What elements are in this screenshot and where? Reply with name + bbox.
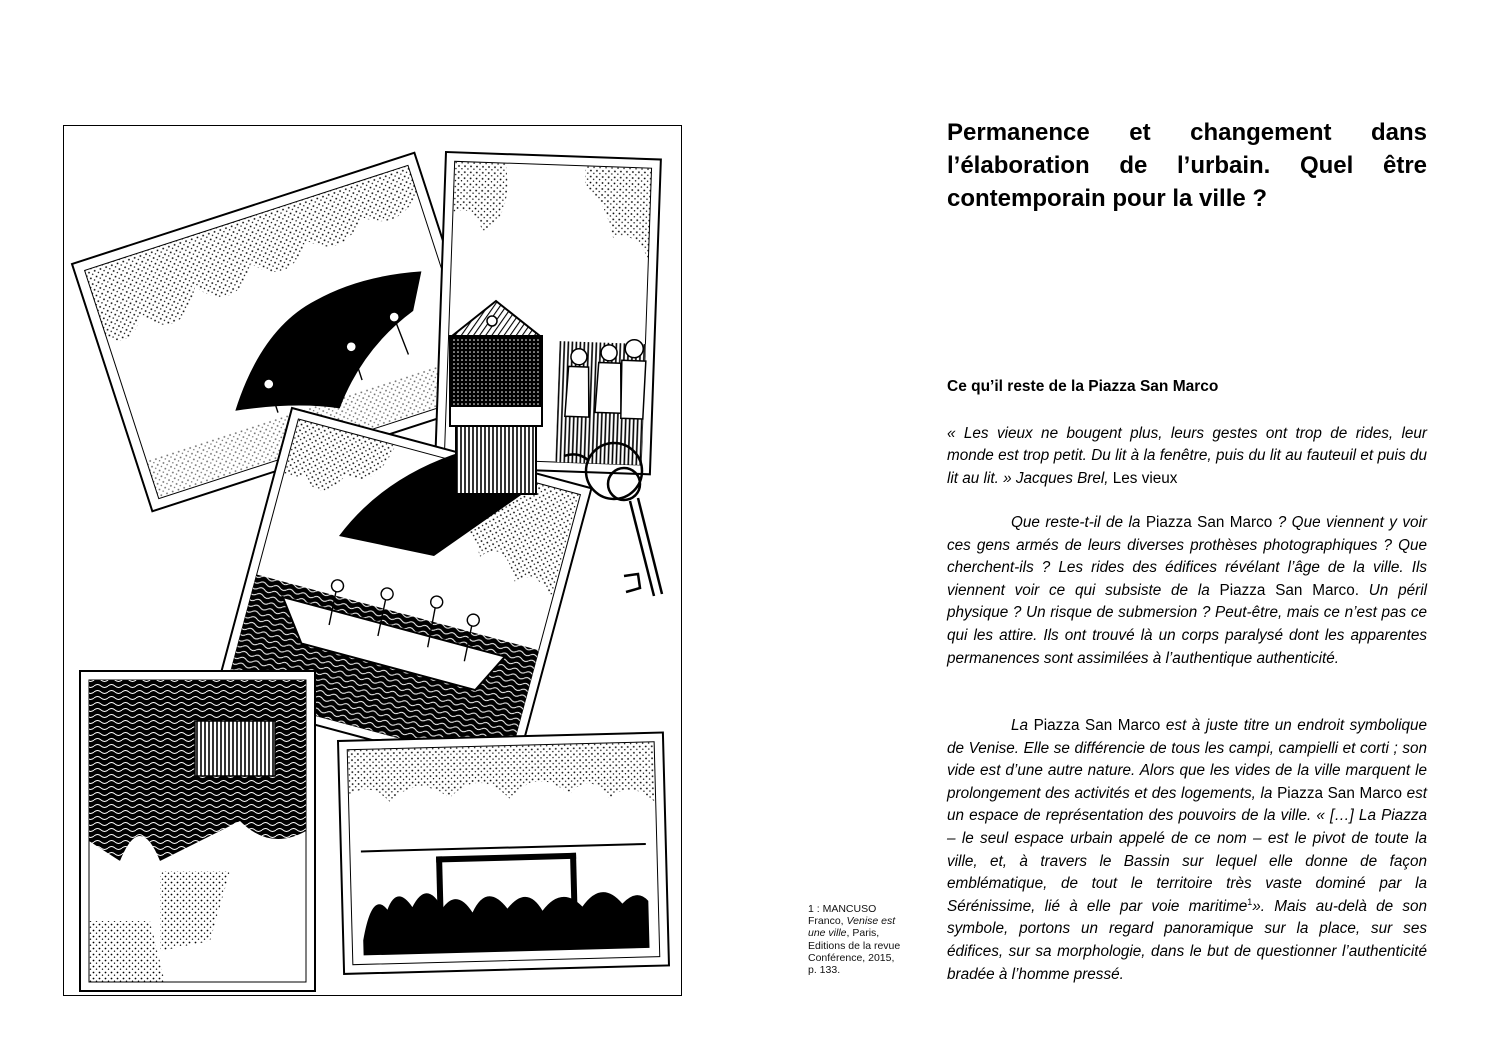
epigraph-work: Les vieux xyxy=(1112,469,1178,487)
piazza-name: Piazza San Marco xyxy=(1145,514,1273,531)
footnote-publication: , Paris, Editions de la revue Conférence, 2015, p. 133. xyxy=(808,927,901,977)
paragraph2-text-2: est à juste titre un endroit symbolique de Venise. Elle se différencie de tous les campi, campielli et corti ; son vide est d’une autre nature. Alors que les vides de la ville marquent le prolongement des activités et des logements, la xyxy=(947,717,1428,802)
footnote-marker: 1 xyxy=(1247,896,1253,907)
footnote-author: 1 : MANCUSO Franco, xyxy=(808,903,877,928)
footnote-book-title: Venise est une ville xyxy=(808,915,896,940)
epigraph-text: « Les vieux ne bougent plus, leurs gestes ont trop de rides, leur monde est trop petit. Du lit à la fenêtre, puis du lit au fauteuil et puis du lit au lit. » Jacques Brel, xyxy=(947,425,1427,487)
paragraph1-text-2: ? Que viennent y voir ces gens armés de leurs diverses prothèses photographiques ? Que cherchent-ils ? Les rides des édifices révélant l’âge de la ville. Ils viennent voir ce qui subsiste de la xyxy=(947,514,1428,599)
postcard-crowd xyxy=(338,732,669,973)
postcard-interior xyxy=(80,671,315,991)
piazza-name: Piazza San Marco xyxy=(1033,717,1161,734)
paragraph1-text-3: Un péril physique ? Un risque de submersion ? Peut-être, mais ce n’est pas ce qui les attire. Ils ont trouvé là un corps paralysé dont les apparentes permanences sont assimilées à l’authentique authenticité. xyxy=(947,581,1427,667)
section-heading: Ce qu’il reste de la Piazza San Marco xyxy=(947,378,1219,395)
paragraph2-text-1: La xyxy=(1011,717,1029,734)
paragraph2-text-4: ». Mais au-delà de son symbole, portons un regard panoramique sur la place, sur ses édifices, sur sa morphologie, dans le but de questionner l’authenticité bradée à l’homme pressé. xyxy=(947,897,1427,983)
piazza-name: Piazza San Marco xyxy=(1277,784,1402,802)
paragraph1-text-1: Que reste-t-il de la xyxy=(1011,514,1141,531)
collage-illustration xyxy=(63,125,682,996)
body-paragraph-1 xyxy=(947,512,1427,670)
reliquary-box xyxy=(450,301,542,494)
piazza-name: Piazza San Marco. xyxy=(1219,581,1359,599)
footnote-reference xyxy=(808,903,902,976)
epigraph xyxy=(947,423,1427,490)
paragraph2-text-3: est un espace de représentation des pouvoirs de la ville. « […] La Piazza – le seul espace urbain appelé de ce nom – est le pivot de toute la ville, et, à travers le Bassin sur lequel elle donne de façon emblématique, de tout le territoire très vaste dominé par la Sérénissime, lié à elle par voie maritime xyxy=(947,784,1428,915)
body-paragraph-2 xyxy=(947,715,1427,986)
article-title: Permanence et changement dans l’élaboration de l’urbain. Quel être contemporain pour la ville ? xyxy=(947,119,1427,212)
